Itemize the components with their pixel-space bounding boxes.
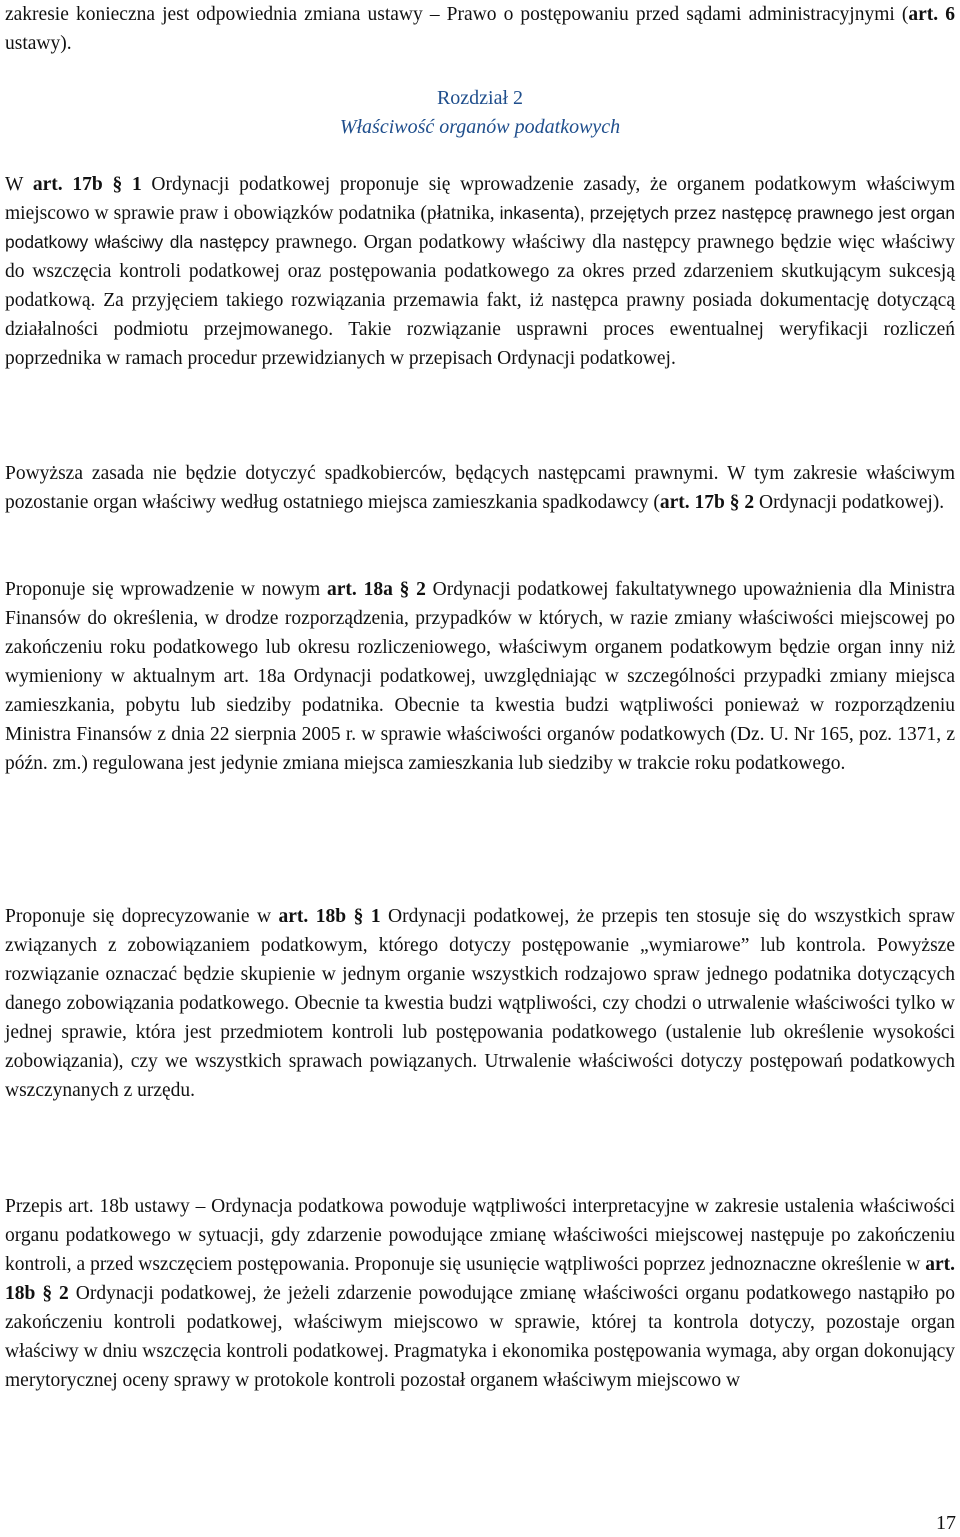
text-run: Proponuje się wprowadzenie w nowym xyxy=(5,579,328,600)
text-run: art. 18b xyxy=(278,906,347,927)
chapter-number: Rozdział 2 xyxy=(436,87,524,109)
paragraph-art-18a-2 xyxy=(5,575,955,778)
text-run: zakresie konieczna jest odpowiednia zmiana ustawy – Prawo o postępowaniu przed sądami administracyjnymi ( xyxy=(5,4,909,25)
text-run: art. 6 xyxy=(908,4,955,25)
text-run xyxy=(122,174,132,195)
paragraph-art-18b-1 xyxy=(5,902,955,1105)
text-run: Ordynacji podatkowej proponuje się wprowadzenie zasady, że organem podatkowym właściwym miejscowo w sprawie praw i obowiązków podatnika (płatnika, xyxy=(5,174,956,224)
text-run: § xyxy=(729,492,740,513)
text-run: § xyxy=(399,579,410,600)
text-run: Ordynacji podatkowej, że przepis ten stosuje się do wszystkich spraw związanych z zobowiązaniem podatkowym, którego dotyczy postępowanie „wymiarowe” lub kontrola. Powyższe rozwiązanie oznaczać będzie skupienie w jednym organie wszystkich rodzajowo spraw jednego podatnika dotyczących danego zobowiązania podatkowego. Obecnie ta kwestia budzi wątpliwości, czy chodzi o utrwalenie właściwości tylko w jednej sprawie, która jest przedmiotem kontroli lub postępowania podatkowego (ustalenie lub określenie wysokości zobowiązania), czy we wszystkich sprawach powiązanych. Utrwalenie właściwości dotyczy postępowań podatkowych wszczynanych z urzędu. xyxy=(5,906,956,1101)
text-run xyxy=(103,174,113,195)
text-run: ustawy). xyxy=(5,33,72,54)
text-run: 2 xyxy=(416,579,426,600)
text-run xyxy=(363,906,370,927)
text-run: art. 18a xyxy=(327,579,393,600)
paragraph-art-17b-1 xyxy=(5,170,955,373)
text-run: 2 xyxy=(744,492,755,513)
text-run: prawnego. Organ podatkowy właściwy dla następcy prawnego będzie więc właściwy do wszczęcia kontroli podatkowej oraz postępowania podatkowego za okres przed zdarzeniem skutkującym sukcesją podatkową. Za przyjęciem takiego rozwiązania przemawia fakt, iż następca prawny posiada dokumentację dotyczącą działalności podmiotu przejmowanego. Takie rozwiązanie usprawni proces ewentualnej weryfikacji rozliczeń poprzednika w ramach procedur przewidzianych w przepisach Ordynacji podatkowej. xyxy=(5,232,956,369)
text-run: Ordynacji podatkowej fakultatywnego upoważnienia dla Ministra Finansów do określenia, w drodze rozporządzenia, przypadków w których, w razie zmiany właściwości miejscowej po zakończeniu roku podatkowego lub okresu rozliczeniowego, właściwym organem podatkowym będzie organ inny niż wymieniony w aktualnym art. 18a Ordynacji podatkowej, uwzględniając w szczególności przypadki zmiany miejsca zamieszkania, pobytu lub siedziby podatnika. Obecnie ta kwestia budzi wątpliwości ponieważ w rozporządzeniu Ministra Finansów z dnia 22 sierpnia 2005 r. w sprawie właściwości organów podatkowych (Dz. U. Nr 165, poz. 1371, z późn. zm.) regulowana jest jedynie zmiana miejsca zamieszkania lub siedziby w trakcie roku podatkowego. xyxy=(5,579,956,774)
text-run: Przepis art. 18b ustawy – Ordynacja podatkowa powoduje wątpliwości interpretacyjne w zakresie ustalenia właściwości organu podatkowego w sytuacji, gdy zdarzenie powodujące zmianę właściwości miejscowej następuje po zakończeniu kontroli, a przed wszczęciem postępowania. Proponuje się usunięcie wątpliwości poprzez jednoznaczne określenie w xyxy=(5,1196,955,1275)
chapter-title: Właściwość organów podatkowych xyxy=(339,116,621,138)
paragraph-intro-continuation xyxy=(5,0,955,58)
text-run: Proponuje się doprecyzowanie w xyxy=(5,906,279,927)
text-run: Ordynacji podatkowej). xyxy=(754,492,945,513)
text-run: § xyxy=(42,1283,53,1304)
text-run: 1 xyxy=(370,906,381,927)
text-run: 2 xyxy=(59,1283,69,1304)
text-run: W xyxy=(5,174,33,195)
text-run: § xyxy=(112,174,123,195)
text-run: art. 17b xyxy=(659,492,725,513)
text-run xyxy=(52,1283,59,1304)
text-run xyxy=(393,579,400,600)
page-number: 17 xyxy=(936,1512,956,1534)
paragraph-art-18b-2 xyxy=(5,1192,955,1395)
text-run: inkasenta), przejętych przez następcę prawnego jest organ podatkowy właściwy dla następcy xyxy=(5,203,955,252)
text-run: 1 xyxy=(131,174,142,195)
text-run xyxy=(346,906,353,927)
text-run: Ordynacji podatkowej, że jeżeli zdarzenie powodujące zmianę właściwości organu podatkowego nastąpiło po zakończeniu kontroli podatkowej, właściwym miejscowo w sprawie, której ta kontrola dotyczy, pozostaje organ właściwy w dniu wszczęcia kontroli podatkowej. Pragmatyka i ekonomika postępowania wymaga, aby organ dokonujący merytorycznej oceny sprawy w protokole kontroli pozostał organem właściwym miejscowo w xyxy=(5,1283,956,1391)
text-run: art. 17b xyxy=(32,174,103,195)
text-run: Powyższa zasada nie będzie dotyczyć spadkobierców, będących następcami prawnymi. W tym zakresie właściwym pozostanie organ właściwy według ostatniego miejsca zamieszkania spadkodawcy ( xyxy=(5,463,955,513)
paragraph-art-17b-2 xyxy=(5,459,955,517)
text-run: art. 18b xyxy=(5,1254,955,1304)
text-run: § xyxy=(353,906,364,927)
